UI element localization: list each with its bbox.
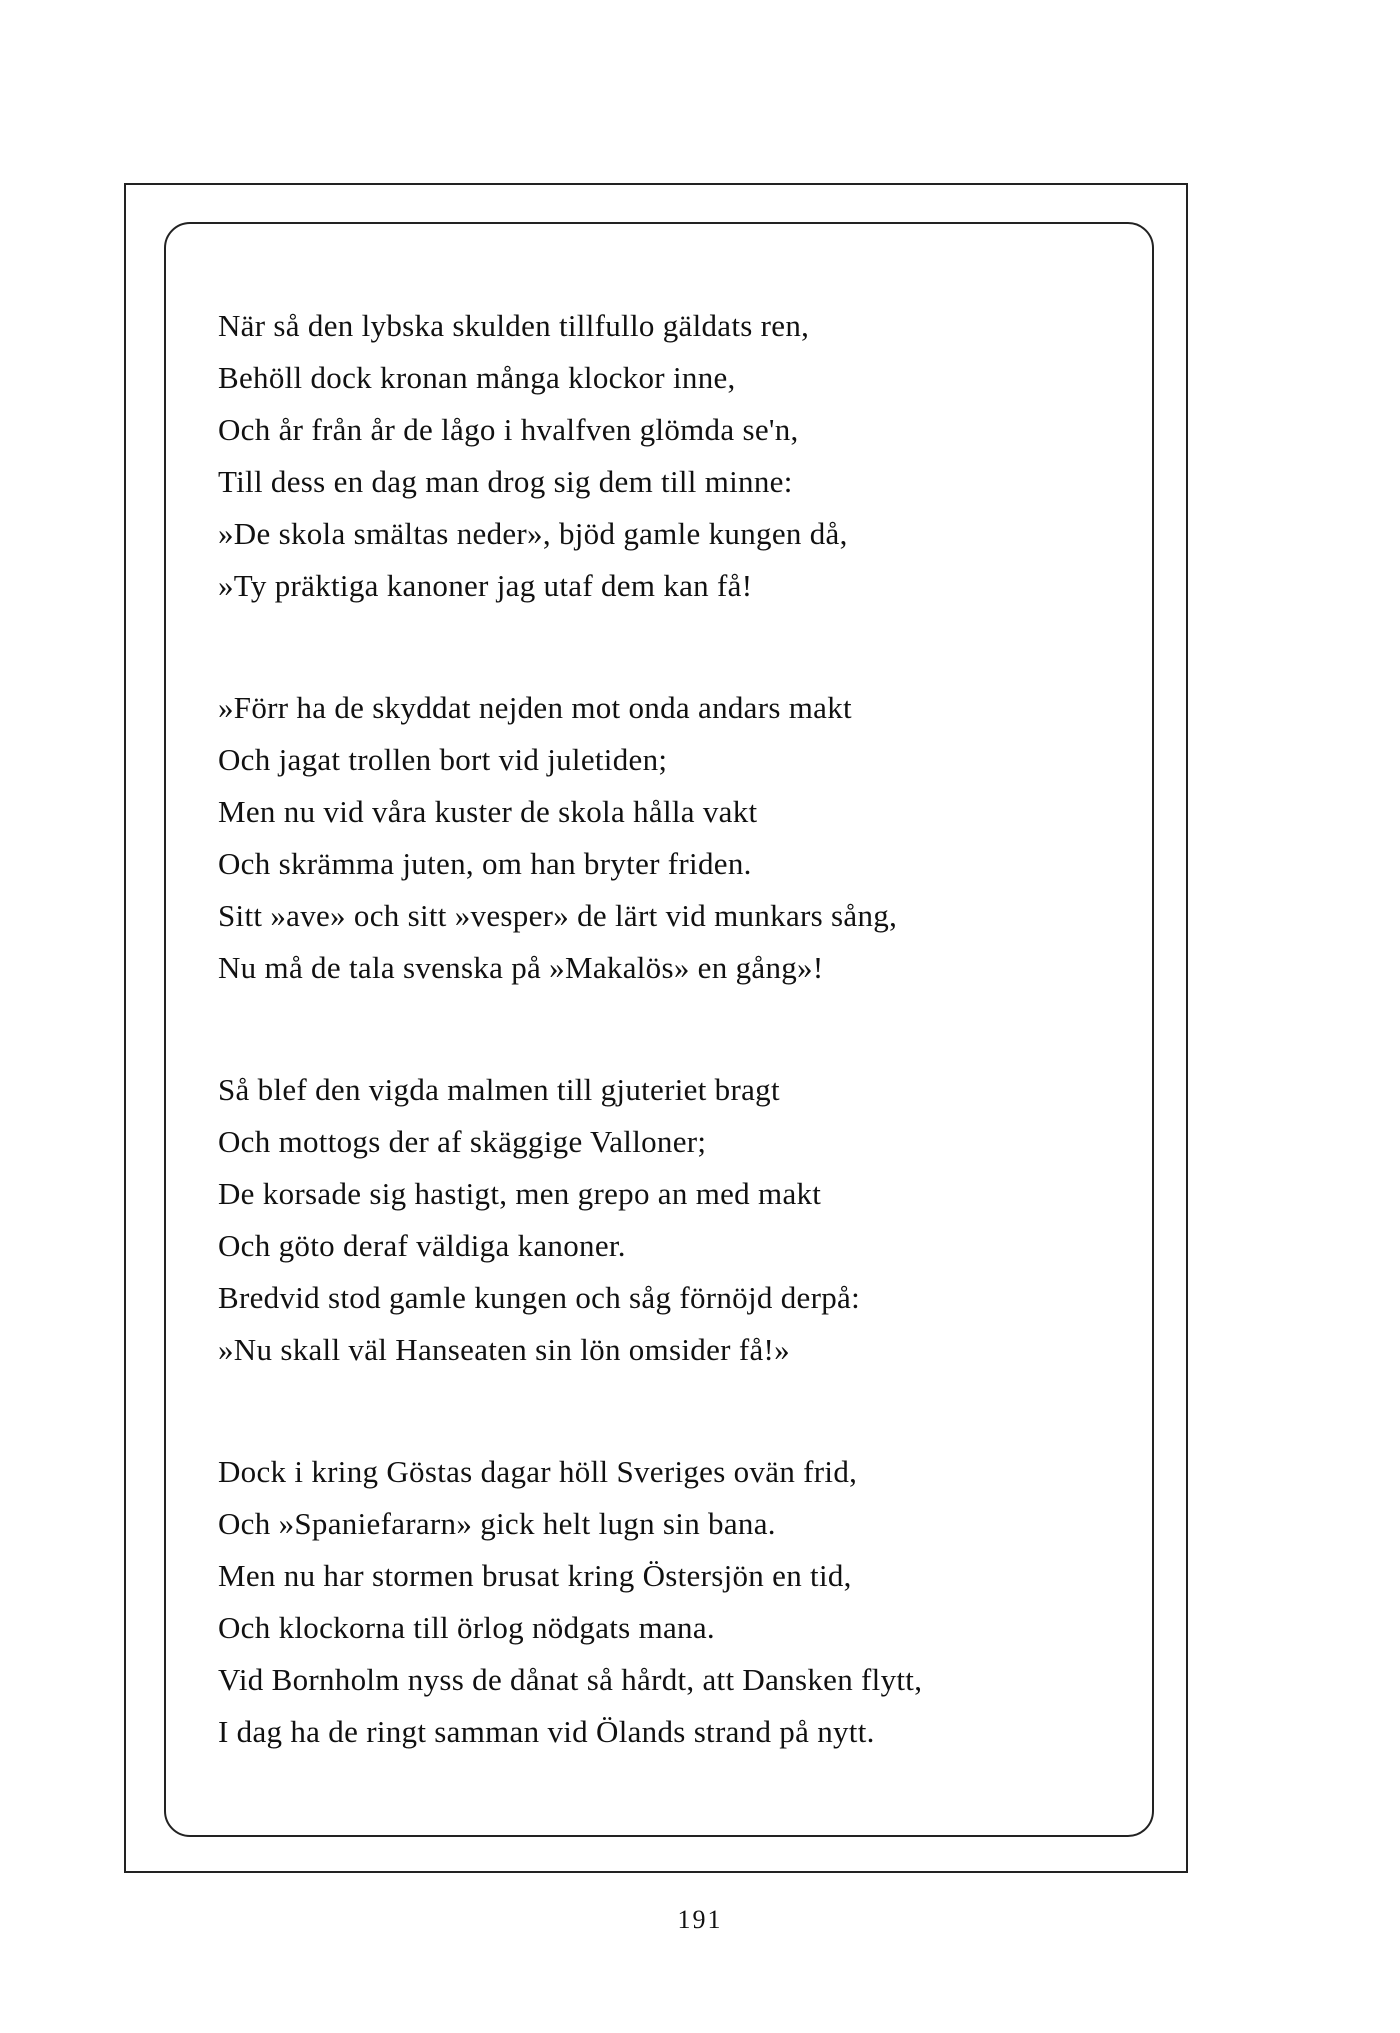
- poem-line: Vid Bornholm nyss de dånat så hårdt, att Dansken flytt,: [218, 1662, 923, 1697]
- poem-line: Och år från år de lågo i hvalfven glömda se'n,: [218, 412, 799, 447]
- poem-line: Men nu har stormen brusat kring Östersjön en tid,: [218, 1558, 852, 1593]
- stanza-1: [218, 300, 1138, 612]
- poem-line: Och jagat trollen bort vid juletiden;: [218, 742, 668, 777]
- poem-line: Bredvid stod gamle kungen och såg förnöjd derpå:: [218, 1280, 860, 1315]
- poem-line: Behöll dock kronan många klockor inne,: [218, 360, 736, 395]
- poem-line: »Ty präktiga kanoner jag utaf dem kan få!: [218, 568, 753, 603]
- stanza-2: [218, 682, 1138, 994]
- poem-line: Så blef den vigda malmen till gjuteriet bragt: [218, 1072, 780, 1107]
- poem-line: Nu må de tala svenska på »Makalös» en gång»!: [218, 950, 824, 985]
- poem-line: »De skola smältas neder», bjöd gamle kungen då,: [218, 516, 848, 551]
- stanza-4: [218, 1446, 1138, 1758]
- poem-line: Sitt »ave» och sitt »vesper» de lärt vid munkars sång,: [218, 898, 898, 933]
- poem-line: Och »Spaniefararn» gick helt lugn sin bana.: [218, 1506, 776, 1541]
- stanza-3: [218, 1064, 1138, 1376]
- poem-line: Och klockorna till örlog nödgats mana.: [218, 1610, 715, 1645]
- poem-line: Och mottogs der af skäggige Valloner;: [218, 1124, 707, 1159]
- poem-line: »Nu skall väl Hanseaten sin lön omsider få!»: [218, 1332, 790, 1367]
- poem-line: Dock i kring Göstas dagar höll Sveriges ovän frid,: [218, 1454, 858, 1489]
- poem: [218, 300, 1138, 1828]
- poem-line: Och skrämma juten, om han bryter friden.: [218, 846, 752, 881]
- poem-line: Men nu vid våra kuster de skola hålla vakt: [218, 794, 758, 829]
- poem-line: Till dess en dag man drog sig dem till minne:: [218, 464, 793, 499]
- page-number: 191: [677, 1905, 723, 1934]
- poem-line: I dag ha de ringt samman vid Ölands strand på nytt.: [218, 1714, 875, 1749]
- poem-line: När så den lybska skulden tillfullo gäldats ren,: [218, 308, 810, 343]
- poem-line: »Förr ha de skyddat nejden mot onda andars makt: [218, 690, 852, 725]
- poem-line: Och göto deraf väldiga kanoner.: [218, 1228, 626, 1263]
- poem-line: De korsade sig hastigt, men grepo an med makt: [218, 1176, 822, 1211]
